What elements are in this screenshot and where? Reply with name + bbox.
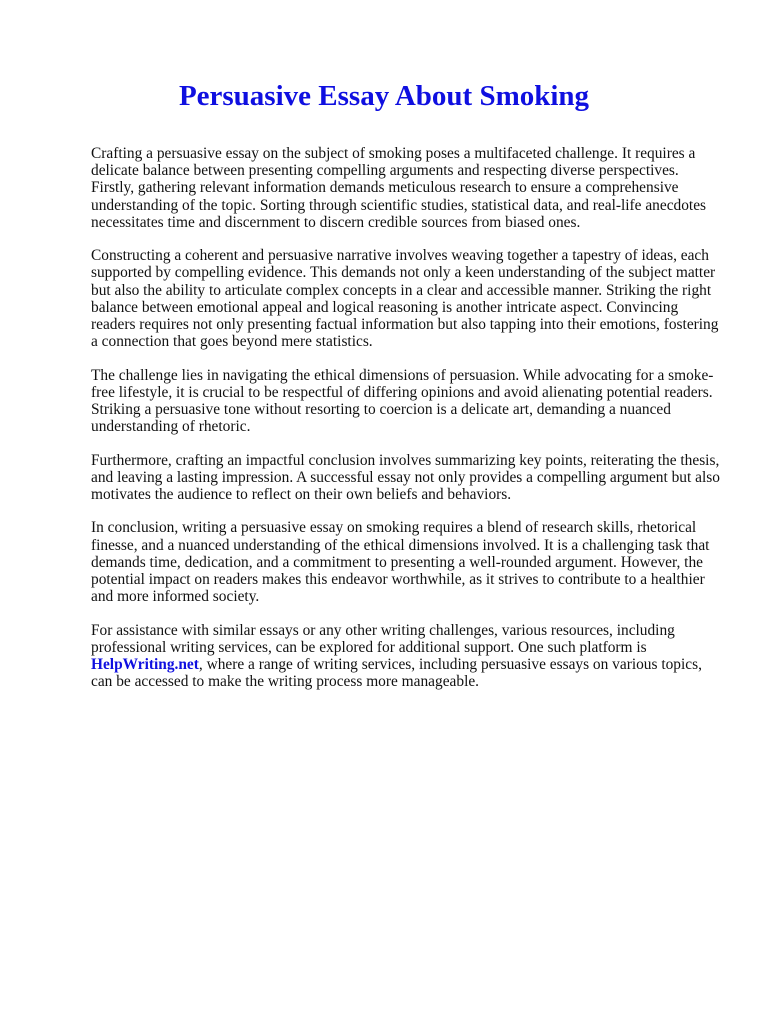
paragraph-5: In conclusion, writing a persuasive essay on smoking requires a blend of research skills, rhetorical finesse, and a nuanced understanding of the ethical dimensions involved. It is a challenging task that demands time, dedication, and a commitment to presenting a well-rounded argument. However, the potential impact on readers makes this endeavor worthwhile, as it strives to contribute to a healthier and more informed society.: [91, 519, 710, 606]
paragraph-4: Furthermore, crafting an impactful conclusion involves summarizing key points, reiterating the thesis, and leaving a lasting impression. A successful essay not only provides a compelling argument but also motivates the audience to reflect on their own beliefs and behaviors.: [91, 451, 720, 504]
closing-paragraph: [91, 622, 723, 691]
paragraph-1: Crafting a persuasive essay on the subject of smoking poses a multifaceted challenge. It requires a delicate balance between presenting compelling arguments and respecting diverse perspectives. Firstly, gathering relevant information demands meticulous research to ensure a comprehensive understanding of the topic. Sorting through scientific studies, statistical data, and real-life anecdotes necessitates time and discernment to discern credible sources from biased ones.: [91, 145, 707, 231]
page-title: Persuasive Essay About Smoking: [178, 80, 590, 112]
paragraph-3: The challenge lies in navigating the ethical dimensions of persuasion. While advocating for a smoke-free lifestyle, it is crucial to be respectful of differing opinions and avoid alienating potential readers. Striking a persuasive tone without resorting to coercion is a delicate art, demanding a nuanced understanding of rhetoric.: [91, 366, 714, 436]
helpwriting-link[interactable]: HelpWriting.net: [91, 656, 199, 674]
closing-text-before-link: For assistance with similar essays or any other writing challenges, various resources, including professional writing services, can be explored for additional support. One such platform is: [91, 621, 675, 656]
paragraph-2: Constructing a coherent and persuasive narrative involves weaving together a tapestry of ideas, each supported by compelling evidence. This demands not only a keen understanding of the subject matter but also the ability to articulate complex concepts in a clear and accessible manner. Striking the right balance between emotional appeal and logical reasoning is another intricate aspect. Convincing readers requires not only presenting factual information but also tapping into their emotions, fostering a connection that goes beyond mere statistics.: [91, 247, 719, 351]
closing-text-after-link: , where a range of writing services, including persuasive essays on various topics, can be accessed to make the writing process more manageable.: [91, 656, 702, 691]
essay-body: [91, 145, 723, 707]
